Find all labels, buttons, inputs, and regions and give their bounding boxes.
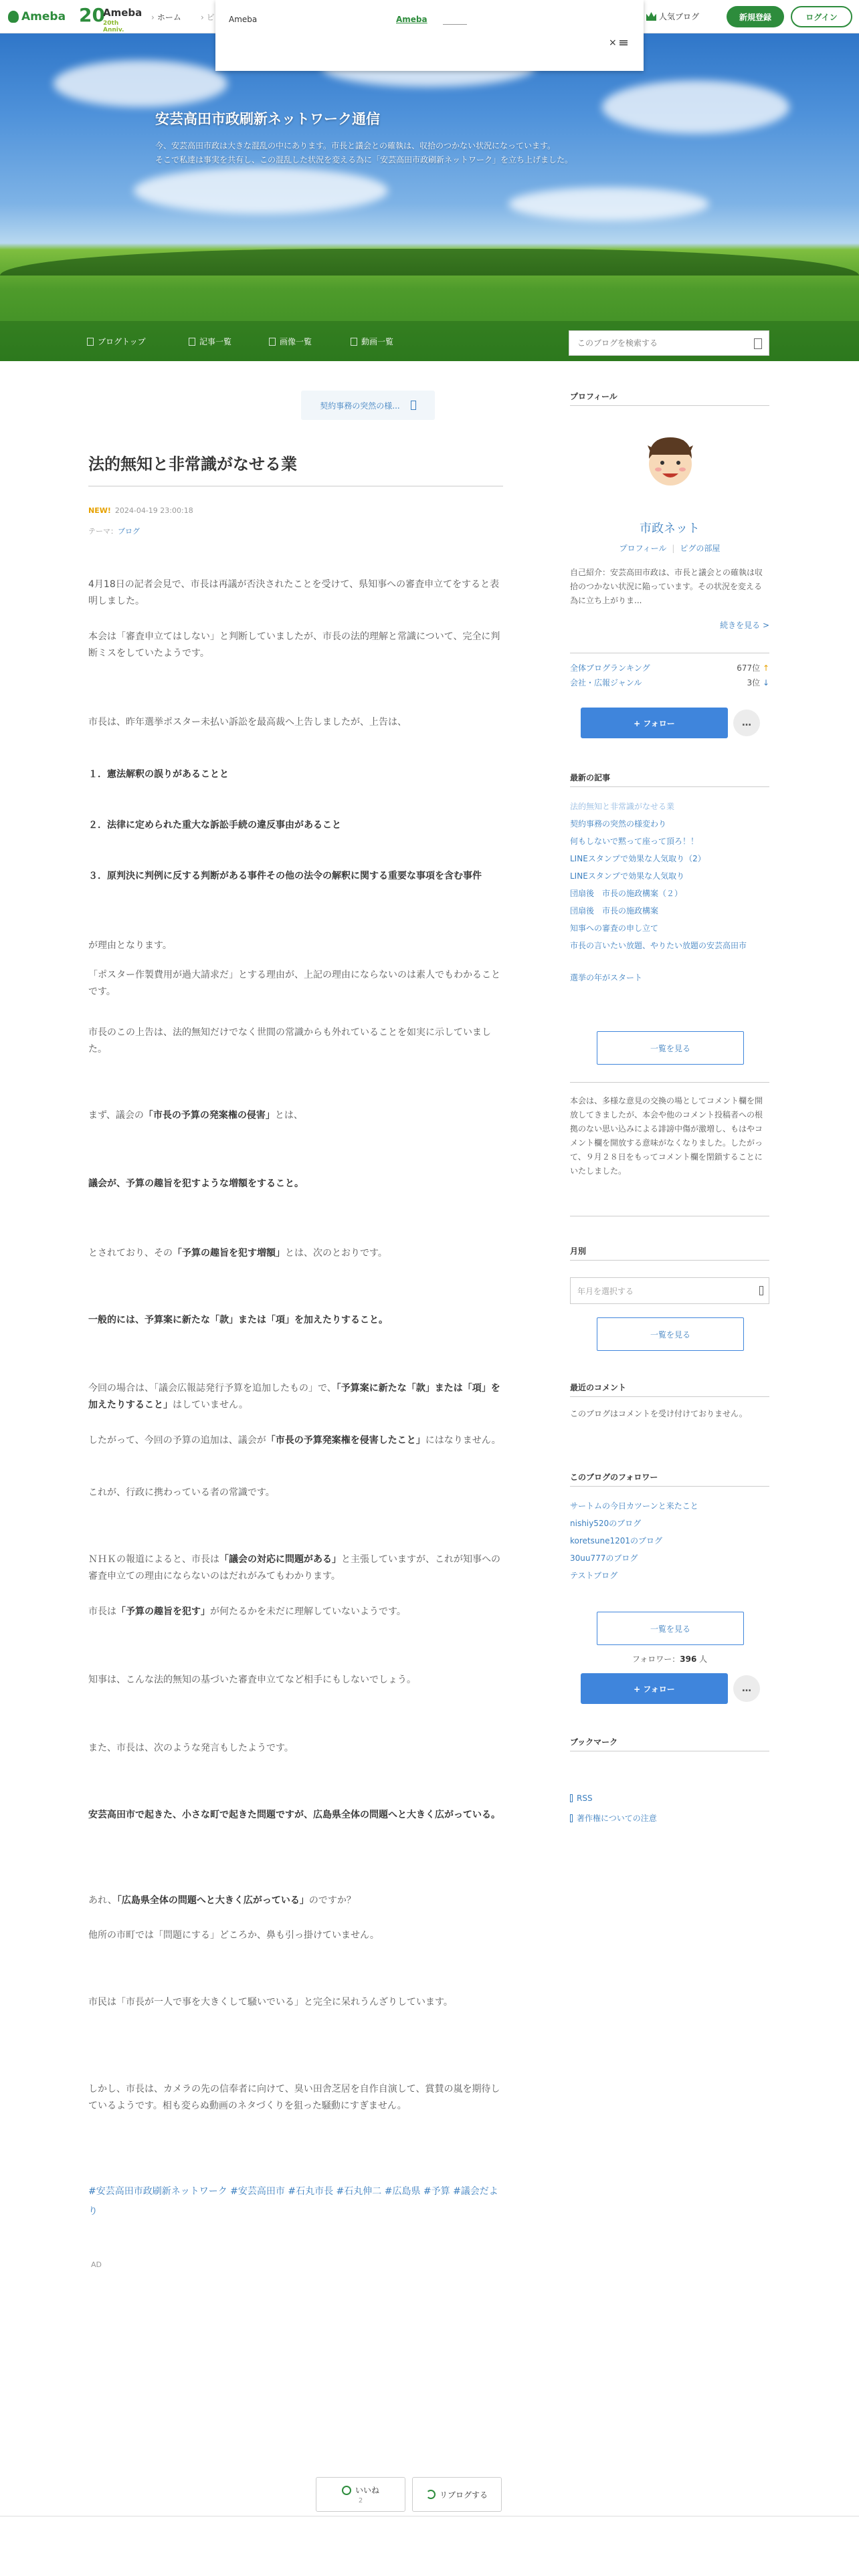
article-paragraph: また、市長は、次のような発言もしたようです。: [88, 1743, 294, 1753]
article-paragraph: 4月18日の記者会見で、市長は再議が否決されたことを受けて、県知事への審査申立てをすると表明しました。: [88, 579, 500, 607]
chevron-right-icon: ›: [201, 13, 204, 22]
popup-divider: [443, 24, 467, 25]
frog-icon: [8, 11, 19, 23]
article-paragraph: [88, 1551, 503, 1585]
anniv-number: 20: [79, 4, 105, 26]
blog-header-banner: [0, 33, 859, 361]
follower-prefix: フォロワー：: [632, 1654, 680, 1664]
article-paragraph: 知事は、こんな法的無知の基づいた審査申立てなど相手にもしないでしょう。: [88, 1675, 416, 1685]
blog-search: [569, 330, 769, 356]
theme-link[interactable]: ブログ: [118, 527, 140, 536]
heading-divider: [570, 405, 769, 406]
recent-article-link[interactable]: 市長の言いたい放題、やりたい放題の安芸高田市: [570, 941, 747, 950]
section-divider: [570, 1082, 769, 1083]
emphasis-text: 「広島県全体の問題へと大きく広がっている」: [116, 1895, 309, 1906]
blog-title[interactable]: 安芸高田市政刷新ネットワーク通信: [155, 111, 380, 127]
list-icon: [189, 338, 195, 346]
popular-blogs-link[interactable]: [646, 11, 699, 22]
like-label: いいね: [355, 2486, 379, 2495]
comments-text: このブログはコメントを受け付けておりません。: [570, 1409, 747, 1418]
menu-icon: [619, 40, 628, 45]
nav-label: 動画一覧: [361, 337, 394, 346]
divider: |: [672, 544, 675, 553]
ad-label: AD: [91, 2260, 102, 2269]
hashtag-list[interactable]: #安芸高田市政刷新ネットワーク #安芸高田市 #石丸市長 #石丸伸二 #広島県 #予算 #議会だより: [88, 2186, 498, 2217]
nav-article-list[interactable]: [189, 336, 231, 347]
register-button[interactable]: 新規登録: [727, 6, 784, 27]
text-span: 市長は: [88, 1606, 116, 1617]
login-button[interactable]: ログイン: [791, 6, 852, 27]
follow-button[interactable]: + フォロー: [581, 708, 728, 738]
article-paragraph-emphasis: 議会が、予算の趣旨を犯すような増額をすること。: [88, 1178, 304, 1189]
follower-link[interactable]: テストブログ: [570, 1571, 618, 1580]
anniv-sub: 20th Anniv.: [103, 20, 124, 33]
new-badge: NEW!: [88, 506, 111, 515]
nav-label: 記事一覧: [199, 337, 232, 346]
like-button[interactable]: [316, 2477, 405, 2512]
heading-divider: [570, 1396, 769, 1397]
emphasis-text: 「市長の予算発案権を侵害したこと」: [266, 1435, 425, 1446]
nav-blog-top[interactable]: [87, 336, 146, 347]
profile-name[interactable]: 市政ネット: [640, 522, 700, 536]
article-paragraph: が理由となります。: [88, 940, 172, 951]
follower-count: [570, 1653, 769, 1665]
avatar-illustration: [636, 425, 705, 495]
treeline-decoration: [0, 249, 859, 276]
follower-suffix: 人: [699, 1654, 708, 1664]
follower-number: 396: [680, 1654, 697, 1664]
text-span: したがって、今回の予算の追加は、議会が: [88, 1435, 266, 1446]
more-options-button[interactable]: …: [733, 710, 760, 736]
article-paragraph: これが、行政に携わっている者の常識です。: [88, 1487, 275, 1498]
heading-divider: [570, 786, 769, 787]
recent-articles-heading: 最新の記事: [570, 773, 611, 782]
anniv-name: Ameba: [103, 7, 142, 19]
text-span: まず、議会の: [88, 1110, 144, 1121]
theme-prefix: テーマ：: [88, 527, 118, 536]
text-span: とは、次のとおりです。: [285, 1248, 387, 1259]
heading-divider: [570, 1260, 769, 1261]
ranking-value: 677位: [737, 663, 761, 673]
profile-link[interactable]: プロフィール: [619, 544, 667, 553]
recent-list-button[interactable]: 一覧を見る: [597, 1031, 744, 1065]
followers-heading: このブログのフォロワー: [570, 1473, 658, 1482]
nav-label: 画像一覧: [280, 337, 312, 346]
nav-video-list[interactable]: [351, 336, 393, 347]
chevron-right-icon: [411, 401, 416, 410]
heading-divider: [570, 1486, 769, 1487]
text-span: のですか？: [308, 1895, 356, 1906]
article-paragraph: 市民は「市長が一人で事を大きくして騒いでいる」と完全に呆れうんざりしています。: [88, 1997, 453, 2008]
blog-description-line: そこで私達は事実を共有し、この混乱した状況を変える為に「安芸高田市政刷新ネットワーク」を立ち上げました。: [155, 155, 573, 165]
cloud-decoration: [134, 167, 388, 214]
follower-link[interactable]: koretsune1201のブログ: [570, 1536, 663, 1545]
breadcrumb-home[interactable]: [151, 11, 181, 23]
text-span: ＮＨＫの報道によると、市長は: [88, 1554, 219, 1565]
title-divider: [88, 486, 503, 487]
article-paragraph: 他所の市町では「問題にする」どころか、鼻も引っ掛けていません。: [88, 1930, 379, 1941]
recent-article-link[interactable]: LINEスタンプで効果な人気取り: [570, 871, 685, 881]
reblog-label: リブログする: [439, 2490, 488, 2500]
recent-article-link[interactable]: 団扇後 市長の施政構案（２）: [570, 889, 683, 898]
ranking-overall[interactable]: [570, 662, 769, 673]
blog-navigation: [0, 321, 859, 361]
next-article-link[interactable]: [301, 391, 435, 420]
text-span: 今回の場合は、「議会広報誌発行予算を追加したもの」で、: [88, 1383, 337, 1394]
ameba-logo-text: Ameba: [21, 10, 66, 23]
recent-article-link[interactable]: LINEスタンプで効果な人気取り（2）: [570, 854, 706, 863]
article-paragraph: 「ポスター作製費用が過大請求だ」とする理由が、上記の理由にならないのは素人でもわかることです。: [88, 970, 500, 997]
crown-icon: [646, 12, 656, 21]
more-options-button-2[interactable]: …: [733, 1675, 760, 1702]
emphasis-text: 「市長の予算の発案権の侵害」: [143, 1110, 275, 1121]
ranking-genre[interactable]: [570, 677, 769, 688]
emphasis-text: 「予算の趣旨を犯す増額」: [173, 1248, 285, 1259]
recent-article-link[interactable]: 法的無知と非常識がなせる業: [570, 802, 675, 811]
article-paragraph-emphasis: 安芸高田市で起きた、小さな町で起きた問題ですが、広島県全体の問題へと大きく広がっている。: [88, 1810, 500, 1820]
text-span: と主張していますが、これが知事への審査申立ての理由にならないのはだれがみてもわかります。: [88, 1554, 500, 1582]
recent-article-link[interactable]: 何もしないで黙って座って頂ろ！！: [570, 837, 699, 846]
text-span: とは、: [274, 1110, 303, 1121]
text-span: が何たるかを未だに理解していないようです。: [210, 1606, 406, 1617]
bookmark-heading: ブックマーク: [570, 1737, 618, 1747]
popup-center-link[interactable]: Ameba: [396, 15, 427, 24]
like-count: 2: [358, 2497, 363, 2504]
cloud-decoration: [602, 80, 789, 134]
article-paragraph: 本会は「審査申立てはしない」と判断していましたが、市長の法的理解と常識について、完全に判断ミスをしていたようです。: [88, 631, 500, 659]
ranking-label: 会社・広報ジャンル: [570, 678, 642, 687]
monthly-heading: 月別: [570, 1247, 587, 1256]
cloud-decoration: [54, 60, 227, 107]
follower-link[interactable]: サートムの今日カツーンと来たこと: [570, 1501, 698, 1511]
profile-intro: 自己紹介：安芸高田市政は、市長と議会との確執は収拾のつかない状況に陥っています。その状況を変える為に立ち上がりま...: [570, 568, 763, 605]
article-paragraph: [88, 1893, 503, 1909]
read-more-link[interactable]: 続きを見る >: [720, 621, 769, 630]
comment-notice: 本会は、多様な意見の交換の場としてコメント欄を開放してきましたが、本会や他のコメント投稿者への根拠のない思い込みによる誹謗中傷が激増し、もはやコメント欄を開放する意味がなくなりました。したがって、９月２８日をもってコメント欄を閉鎖することにいたしました。: [570, 1096, 763, 1176]
popular-blogs-label: 人気ブログ: [659, 12, 700, 21]
arrow-up-icon: ↑: [762, 663, 769, 673]
image-icon: [269, 338, 276, 346]
text-span: にはなりません。: [425, 1435, 501, 1446]
pig-room-link[interactable]: ピグの部屋: [680, 544, 721, 553]
video-icon: [351, 338, 357, 346]
copyright-label: 著作権についての注意: [577, 1814, 657, 1823]
next-article-label: 契約事務の突然の様...: [320, 401, 400, 411]
article-paragraph: [88, 1380, 503, 1414]
nav-image-list[interactable]: [269, 336, 312, 347]
ameba-logo[interactable]: [8, 8, 66, 25]
follower-link[interactable]: 30uu777のブログ: [570, 1553, 638, 1563]
recent-article-link[interactable]: 選挙の年がスタート: [570, 973, 643, 982]
article-paragraph: [88, 1245, 503, 1262]
month-select-placeholder: 年月を選択する: [577, 1286, 634, 1296]
recent-article-link[interactable]: 契約事務の突然の様変わり: [570, 819, 667, 829]
ranking-label: 全体ブログランキング: [570, 663, 650, 673]
article-paragraph: 市長は、昨年選挙ポスター未払い訴訟を最高裁へ上告しましたが、上告は、: [88, 717, 407, 728]
chevron-down-icon: [759, 1286, 763, 1295]
recent-article-link[interactable]: 知事への審査の申し立て: [570, 924, 659, 933]
article-paragraph: [88, 1604, 503, 1620]
copyright-link[interactable]: [570, 1812, 657, 1824]
article-theme: [88, 526, 140, 536]
blog-search-input[interactable]: [569, 331, 737, 355]
emphasis-text: 「予算案に新たな「款」または「項」を加えたりすること」: [88, 1383, 500, 1410]
article-paragraph: しかし、市長は、カメラの先の信奉者に向けて、臭い田舎芝居を自作自演して、賞賛の嵐を期待しているようです。相も変らぬ動画のネタづくりを狙った騒動にすぎません。: [88, 2084, 500, 2111]
search-icon[interactable]: [754, 338, 762, 349]
close-icon: ×: [609, 37, 617, 48]
article-date: 2024-04-19 23:00:18: [114, 506, 193, 515]
avatar[interactable]: [636, 425, 705, 495]
article-title[interactable]: 法的無知と非常識がなせる業: [88, 455, 297, 473]
breadcrumb-next-label: ビ: [206, 13, 215, 22]
recent-comments-heading: 最近のコメント: [570, 1383, 627, 1392]
recent-article-link[interactable]: 団扇後 市長の施政構案: [570, 906, 659, 916]
rss-icon: [570, 1794, 573, 1802]
article-paragraph: [88, 1107, 503, 1124]
emphasis-text: 「予算の趣旨を犯す」: [116, 1606, 210, 1617]
breadcrumb-next[interactable]: [201, 11, 215, 23]
nav-label: ブログトップ: [98, 337, 146, 346]
monthly-list-button[interactable]: 一覧を見る: [597, 1317, 744, 1351]
home-icon: [87, 338, 94, 346]
text-span: あれ、: [88, 1895, 117, 1906]
blog-description-line: 今、安芸高田市政は大きな混乱の中にあります。市長と議会との確執は、収拾のつかない状況になっています。: [155, 141, 556, 150]
ameba-20th-logo[interactable]: [79, 4, 142, 33]
popup-left-label: Ameba: [229, 15, 258, 24]
article-paragraph-emphasis: 一般的には、予算案に新たな「款」または「項」を加えたりすること。: [88, 1315, 388, 1325]
follower-link[interactable]: nishiy520のブログ: [570, 1519, 642, 1528]
article-meta: [88, 506, 193, 515]
text-span: とされており、その: [88, 1248, 173, 1259]
blog-description: [155, 139, 690, 167]
list-item: ２．法律に定められた重大な訴訟手続の違反事由があること: [88, 820, 341, 831]
text-span: はしていません。: [173, 1400, 248, 1410]
article-paragraph: [88, 1432, 503, 1449]
profile-links: [570, 542, 769, 554]
list-item: ３．原判決に判例に反する判断がある事件その他の法令の解釈に関する重要な事項を含む事件: [88, 871, 482, 881]
rss-link[interactable]: [570, 1794, 593, 1803]
month-select[interactable]: [570, 1277, 769, 1304]
chevron-right-icon: ›: [151, 13, 155, 22]
rss-label: RSS: [577, 1794, 593, 1803]
followers-list-button[interactable]: 一覧を見る: [597, 1612, 744, 1645]
arrow-down-icon: ↓: [762, 678, 769, 687]
reblog-icon: [426, 2490, 436, 2499]
cloud-decoration: [508, 187, 709, 221]
emphasis-text: 「議会の対応に問題がある」: [219, 1554, 341, 1565]
ranking-value: 3位: [747, 678, 761, 687]
follow-button-2[interactable]: + フォロー: [581, 1673, 728, 1704]
reblog-button[interactable]: [412, 2477, 502, 2512]
document-icon: [570, 1814, 573, 1822]
popup-close-button[interactable]: [609, 37, 628, 48]
list-item: １．憲法解釈の誤りがあることと: [88, 769, 229, 780]
profile-heading: プロフィール: [570, 392, 617, 401]
breadcrumb-home-label: ホーム: [157, 13, 181, 22]
article-paragraph: 市長のこの上告は、法的無知だけでなく世間の常識からも外れていることを如実に示していました。: [88, 1027, 491, 1055]
overlay-popup: [215, 0, 644, 71]
smile-icon: [342, 2486, 351, 2495]
